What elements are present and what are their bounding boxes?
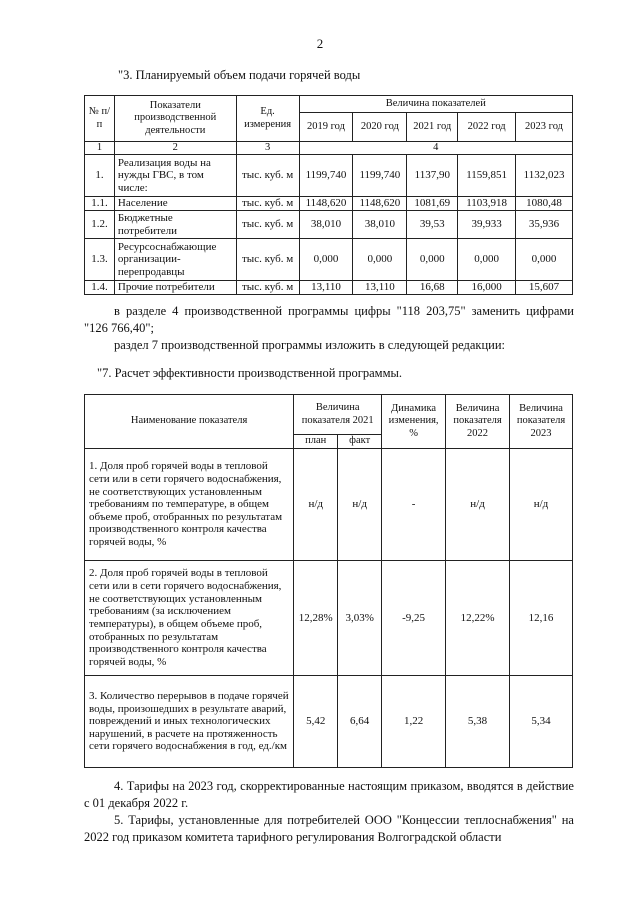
header-indicators: Показатели производственной деятельности [114,96,236,142]
row-value: 1080,48 [516,197,573,211]
row-value: 1137,90 [407,155,458,197]
row-value: 39,933 [458,211,516,239]
header-dynamics: Динамика изменения, % [382,395,446,449]
section-3-heading: "3. Планируемый объем подачи горячей воды [118,68,361,82]
indicator-name: 1. Доля проб горячей воды в тепловой сети или в сети горячего водоснабжения, не соответствующих установленным требованиям по температуре, в общем объеме проб, отобранных по результатам производственного контроля качества горячей воды, % [85,449,294,561]
header-year: 2021 год [407,113,458,142]
header-plan: план [294,435,338,449]
row-value: 0,000 [516,239,573,281]
row-value: 1148,620 [353,197,407,211]
table-row [85,449,573,561]
row-value: 16,68 [407,281,458,295]
header-year: 2020 год [353,113,407,142]
row-value: 1103,918 [458,197,516,211]
row-value: 1199,740 [299,155,353,197]
table-row [85,239,573,281]
row-num: 1.2. [85,211,115,239]
row-value: 16,000 [458,281,516,295]
fact-value: 6,64 [338,676,382,768]
row-value: 13,110 [299,281,353,295]
row-value: 13,110 [353,281,407,295]
row-num: 1. [85,155,115,197]
row-unit: тыс. куб. м [236,281,299,295]
plan-value: 5,42 [294,676,338,768]
header-year: 2022 год [458,113,516,142]
row-value: 1159,851 [458,155,516,197]
plan-value: н/д [294,449,338,561]
value-2022: 5,38 [446,676,510,768]
paragraph-tariffs-2022: 5. Тарифы, установленные для потребителей ООО "Концессии теплоснабжения" на 2022 год приказом комитета тарифного регулирования Волгоградской области [84,813,574,844]
fact-value: 3,03% [338,561,382,676]
row-name: Бюджетные потребители [114,211,236,239]
value-2023: 12,16 [510,561,573,676]
col-number: 4 [299,142,572,155]
row-unit: тыс. куб. м [236,197,299,211]
value-2022: н/д [446,449,510,561]
header-value-2023: Величина показателя 2023 [510,395,573,449]
header-year: 2023 год [516,113,573,142]
header-indicator-name: Наименование показателя [85,395,294,449]
row-value: 1199,740 [353,155,407,197]
col-number: 1 [85,142,115,155]
paragraph-tariffs-2023: 4. Тарифы на 2023 год, скорректированные настоящим приказом, вводятся в действие с 01 декабря 2022 г. [84,779,574,810]
row-value: 1132,023 [516,155,573,197]
fact-value: н/д [338,449,382,561]
header-value-2022: Величина показателя 2022 [446,395,510,449]
table-row [85,211,573,239]
row-unit: тыс. куб. м [236,211,299,239]
row-num: 1.1. [85,197,115,211]
header-unit: Ед. измерения [236,96,299,142]
table-row [85,197,573,211]
header-fact: факт [338,435,382,449]
col-number: 3 [236,142,299,155]
row-value: 38,010 [353,211,407,239]
row-value: 0,000 [353,239,407,281]
row-value: 39,53 [407,211,458,239]
indicator-name: 3. Количество перерывов в подаче горячей воды, произошедших в результате аварий, повреждений и иных технологических нарушений, в расчете на протяженность сети горячего водоснабжения в год, ед./км [85,676,294,768]
page-number: 2 [316,36,324,51]
hot-water-volume-table [84,95,573,295]
row-value: 1148,620 [299,197,353,211]
value-2023: н/д [510,449,573,561]
row-unit: тыс. куб. м [236,155,299,197]
plan-value: 12,28% [294,561,338,676]
row-name: Прочие потребители [114,281,236,295]
header-value-2021: Величина показателя 2021 [294,395,382,435]
table-row [85,281,573,295]
table-row [85,561,573,676]
indicator-name: 2. Доля проб горячей воды в тепловой сети или в сети горячего водоснабжения, не соответствующих установленным требованиям (за исключением температуры), в общем объеме проб, отобранных по результатам производственного контроля качества горячей воды, % [85,561,294,676]
value-2022: 12,22% [446,561,510,676]
row-value: 38,010 [299,211,353,239]
row-name: Ресурсоснабжающие организации-перепродавцы [114,239,236,281]
table-row [85,155,573,197]
header-num: № п/п [85,96,115,142]
dynamics-value: -9,25 [382,561,446,676]
row-num: 1.4. [85,281,115,295]
header-values: Величина показателей [299,96,572,113]
dynamics-value: 1,22 [382,676,446,768]
row-num: 1.3. [85,239,115,281]
row-name: Население [114,197,236,211]
paragraph-section4-change: в разделе 4 производственной программы цифры "118 203,75" заменить цифрами "126 766,40"; [84,304,574,335]
efficiency-table [84,394,573,768]
row-name: Реализация воды на нужды ГВС, в том числе: [114,155,236,197]
row-value: 1081,69 [407,197,458,211]
dynamics-value: - [382,449,446,561]
row-unit: тыс. куб. м [236,239,299,281]
row-value: 15,607 [516,281,573,295]
table-row [85,676,573,768]
row-value: 0,000 [407,239,458,281]
header-year: 2019 год [299,113,353,142]
section-7-heading: "7. Расчет эффективности производственной программы. [97,366,402,380]
row-value: 35,936 [516,211,573,239]
row-value: 0,000 [299,239,353,281]
value-2023: 5,34 [510,676,573,768]
row-value: 0,000 [458,239,516,281]
col-number: 2 [114,142,236,155]
paragraph-section7-intro: раздел 7 производственной программы изложить в следующей редакции: [114,338,506,352]
